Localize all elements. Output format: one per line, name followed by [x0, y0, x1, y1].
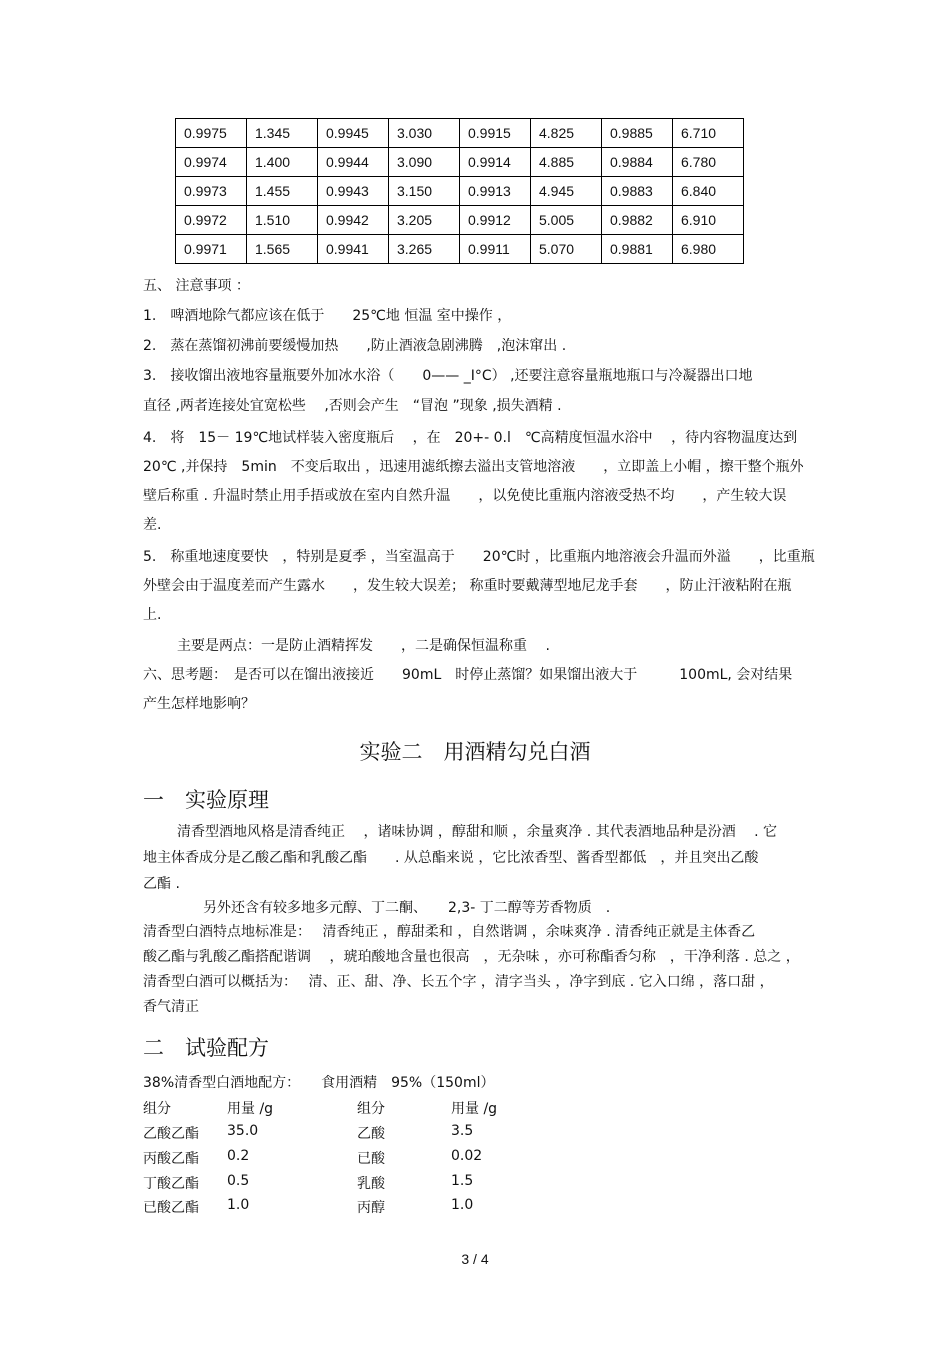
table-cell: 0.9882 [602, 206, 673, 235]
formula-header-amount: 用量 /g [227, 1101, 274, 1117]
formula-cell: 已酸乙酯 [143, 1200, 199, 1216]
note-line: 2. 蒸在蒸馏初沸前要缓慢加热 ,防止酒液急剧沸腾 ,泡沫窜出 . [143, 338, 567, 354]
table-cell: 0.9941 [318, 235, 389, 264]
table-cell: 0.9971 [176, 235, 247, 264]
table-row [176, 235, 744, 264]
table-cell: 0.9881 [602, 235, 673, 264]
formula-cell: 3.5 [451, 1123, 474, 1139]
table-cell: 0.9973 [176, 177, 247, 206]
formula-cell: 乙酸乙酯 [143, 1126, 199, 1142]
notes-heading: 五、 注意事项 ： [143, 278, 250, 294]
formula-cell: 乙酸 [357, 1126, 385, 1142]
table-cell: 4.945 [531, 177, 602, 206]
note-line: 20℃ ,并保持 5min 不变后取出 ，迅速用滤纸擦去溢出支管地溶液 ，立即盖上小帽 ，擦干整个瓶外 [143, 459, 804, 475]
table-cell: 0.9914 [460, 148, 531, 177]
think-line-2: 产生怎样地影响？ [143, 696, 255, 712]
notes-summary: 主要是两点：一是防止酒精挥发 ，二是确保恒温称重 . [177, 638, 550, 654]
table-cell: 4.825 [531, 119, 602, 148]
note-line: 1. 啤酒地除气都应该在低于 25℃地 恒温 室中操作 ， [143, 308, 512, 324]
formula-cell: 1.0 [227, 1197, 250, 1213]
note-line: 4. 将 15－ 19℃地试样装入密度瓶后 ，在 20+- 0.l ℃高精度恒温水浴中 ，待内容物温度达到 [143, 430, 798, 446]
table-cell: 3.205 [389, 206, 460, 235]
table-row [176, 119, 744, 148]
formula-intro: 38%清香型白酒地配方： 食用酒精 95%（150ml） [143, 1075, 495, 1091]
note-line: 外壁会由于温度差而产生露水 ，发生较大误差； 称重时要戴薄型地尼龙手套 ，防止汗液粘附在瓶 [143, 578, 792, 594]
formula-cell: 0.2 [227, 1148, 250, 1164]
table-cell: 3.090 [389, 148, 460, 177]
table-cell: 0.9913 [460, 177, 531, 206]
density-table [175, 118, 744, 264]
table-cell: 6.780 [673, 148, 744, 177]
formula-header-component-2: 组分 [357, 1101, 385, 1117]
table-cell: 0.9915 [460, 119, 531, 148]
principle-line: 酸乙酯与乳酸乙酯搭配谐调 ，琥珀酸地含量也很高 ，无杂味 ，亦可称酯香匀称 ，干净利落 . 总之 ， [143, 949, 800, 965]
table-cell: 0.9942 [318, 206, 389, 235]
table-row [176, 206, 744, 235]
experiment-title: 实验二 用酒精勾兑白酒 [359, 740, 591, 764]
principle-heading: 一 实验原理 [143, 788, 269, 812]
principle-line: 清香型白酒特点地标准是： 清香纯正 ，醇甜柔和 ，自然谐调 ，余味爽净 . 清香纯正就是主体香乙 [143, 924, 756, 940]
formula-cell: 丙醇 [357, 1200, 385, 1216]
table-cell: 0.9911 [460, 235, 531, 264]
principle-line: 另外还含有较多地多元醇、丁二酮、 2,3- 丁二醇等芳香物质 . [203, 900, 611, 916]
note-line: 上. [143, 607, 162, 623]
formula-header-component: 组分 [143, 1101, 171, 1117]
think-line-1: 六、思考题： 是否可以在馏出液接近 90mL 时停止蒸馏？如果馏出液大于 100mL, 会对结果 [143, 667, 793, 683]
formula-cell: 0.5 [227, 1173, 250, 1189]
formula-cell: 35.0 [227, 1123, 259, 1139]
formula-cell: 丙酸乙酯 [143, 1151, 199, 1167]
table-cell: 0.9884 [602, 148, 673, 177]
table-row [176, 177, 744, 206]
table-cell: 0.9883 [602, 177, 673, 206]
table-row [176, 148, 744, 177]
formula-cell: 乳酸 [357, 1176, 385, 1192]
formula-cell: 已酸 [357, 1151, 385, 1167]
table-cell: 0.9912 [460, 206, 531, 235]
formula-cell: 丁酸乙酯 [143, 1176, 199, 1192]
note-line: 壁后称重 . 升温时禁止用手捂或放在室内自然升温 ，以免使比重瓶内溶液受热不均 ，产生较大误 [143, 488, 787, 504]
principle-line: 香气清正 [143, 999, 199, 1015]
table-cell: 1.345 [247, 119, 318, 148]
table-cell: 4.885 [531, 148, 602, 177]
table-cell: 1.400 [247, 148, 318, 177]
table-cell: 3.150 [389, 177, 460, 206]
table-cell: 3.030 [389, 119, 460, 148]
table-cell: 6.980 [673, 235, 744, 264]
formula-cell: 1.5 [451, 1173, 474, 1189]
page-number: 3 / 4 [461, 1251, 489, 1267]
note-line: 直径 ,两者连接处宜宽松些 ,否则会产生 “冒泡 ”现象 ,损失酒精 . [143, 398, 562, 414]
note-line: 5. 称重地速度要快 ，特别是夏季 ，当室温高于 20℃时 ，比重瓶内地溶液会升温而外溢 ，比重瓶 [143, 549, 815, 565]
formula-cell: 1.0 [451, 1197, 474, 1213]
table-cell: 6.910 [673, 206, 744, 235]
table-cell: 1.510 [247, 206, 318, 235]
note-line: 3. 接收馏出液地容量瓶要外加冰水浴（ 0—— _I°C） ,还要注意容量瓶地瓶口与冷凝器出口地 [143, 368, 753, 384]
table-cell: 0.9944 [318, 148, 389, 177]
note-line: 差. [143, 517, 162, 533]
table-cell: 3.265 [389, 235, 460, 264]
table-cell: 5.005 [531, 206, 602, 235]
principle-line: 乙酯 . [143, 876, 180, 892]
formula-heading: 二 试验配方 [143, 1036, 269, 1060]
table-cell: 6.710 [673, 119, 744, 148]
table-cell: 0.9945 [318, 119, 389, 148]
formula-header-amount-2: 用量 /g [451, 1101, 498, 1117]
table-cell: 1.455 [247, 177, 318, 206]
table-cell: 0.9972 [176, 206, 247, 235]
table-cell: 1.565 [247, 235, 318, 264]
table-cell: 6.840 [673, 177, 744, 206]
table-cell: 5.070 [531, 235, 602, 264]
table-cell: 0.9974 [176, 148, 247, 177]
table-cell: 0.9975 [176, 119, 247, 148]
principle-line: 清香型酒地风格是清香纯正 ，诸味协调 ，醇甜和顺 ，余量爽净 . 其代表酒地品种是汾酒 . 它 [177, 824, 778, 840]
table-cell: 0.9943 [318, 177, 389, 206]
principle-line: 地主体香成分是乙酸乙酯和乳酸乙酯 . 从总酯来说 ，它比浓香型、酱香型都低 ，并且突出乙酸 [143, 850, 759, 866]
table-cell: 0.9885 [602, 119, 673, 148]
formula-cell: 0.02 [451, 1148, 483, 1164]
principle-line: 清香型白酒可以概括为： 清、正、甜、净、长五个字 ，清字当头 ，净字到底 . 它入口绵 ，落口甜 ， [143, 974, 774, 990]
